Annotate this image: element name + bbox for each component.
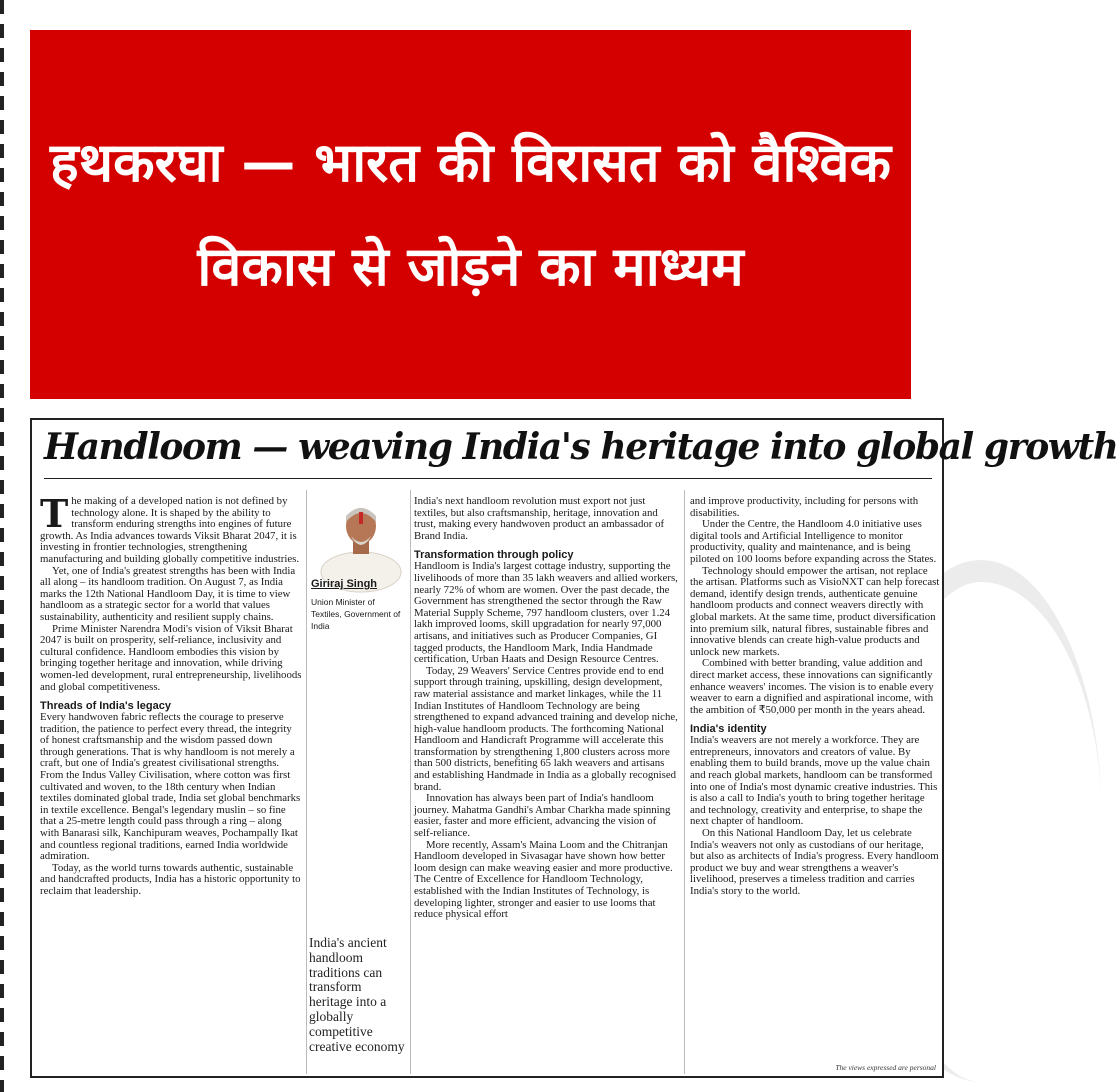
- pull-quote: India's ancient handloom traditions can transform heritage into a globally competitive creative economy: [309, 935, 405, 1054]
- paragraph: Prime Minister Narendra Modi's vision of Viksit Bharat 2047 is built on prosperity, self-reliance, inclusivity and cultural confidence. Handloom embodies this vision by bringing together heritage and innovation, while driving women-led development, rural entrepreneurship, livelihoods and global competitiveness.: [40, 622, 302, 693]
- paragraph: On this National Handloom Day, let us celebrate India's weavers not only as custodians of our heritage, but also as architects of India's progress. Every handloom product we buy and wear strengthens a weaver's livelihood, preserves a timeless tradition and carries India's story to the world.: [690, 827, 939, 897]
- article-column-4: [690, 496, 940, 898]
- title-divider: [44, 478, 932, 479]
- column-divider: [684, 490, 685, 1074]
- paragraph: The making of a developed nation is not defined by technology alone. It is shaped by the ability to transform enduring strengths into engines of future growth. As India advances towards Viksit Bharat 2047, it is investing in frontier technologies, strengthening manufacturing and building globally competitive industries.: [40, 491, 300, 565]
- author-role: Union Minister of Textiles, Government of India: [311, 597, 401, 631]
- paragraph: Technology should empower the artisan, not replace the artisan. Platforms such as VisioNXT can help forecast demand, identify design trends, authenticate genuine handloom products and connect weavers directly with global markets. At the same time, product diversification into premium silk, natural fibres, sustainable fibres and innovative blends can create high-value products and unlock new markets.: [690, 564, 940, 658]
- paragraph: India's weavers are not merely a workforce. They are entrepreneurs, innovators and creators of value. By enabling them to build brands, move up the value chain and reach global markets, handloom can be transformed into one of India's most dynamic creative industries. This is also a call to India's youth to bring together heritage and technology, creativity and enterprise, to shape the next chapter of handloom.: [690, 734, 938, 828]
- article-column-3: [414, 496, 678, 921]
- disclaimer-note: The views expressed are personal: [835, 1063, 936, 1072]
- paragraph: and improve productivity, including for persons with disabilities.: [690, 495, 919, 519]
- paragraph: Combined with better branding, value addition and direct market access, these innovations can significantly enhance weavers' incomes. The vision is to enable every weaver to earn a dignified and aspirational income, with the ambition of ₹50,000 per month in the years ahead.: [690, 657, 934, 716]
- drop-cap: T: [40, 491, 69, 536]
- author-name: Giriraj Singh: [311, 578, 378, 590]
- paragraph: Today, as the world turns towards authentic, sustainable and handcrafted products, India has a historic opportunity to reclaim that leadership.: [40, 861, 301, 897]
- article-column-1: [40, 491, 302, 898]
- section-heading: India's identity: [690, 723, 767, 736]
- paragraph: Innovation has always been part of India's handloom journey. Mahatma Gandhi's Ambar Charkha made spinning easier, faster and more efficient, advancing the vision of self-reliance.: [414, 792, 671, 840]
- paragraph: More recently, Assam's Maina Loom and the Chitranjan Handloom developed in Sivasagar have shown how better loom design can make weaving easier and more productive. The Centre of Excellence for Handloom Technology, established with the Indian Institutes of Technology, is developing lighter, stronger and easier to use looms that reduce physical effort: [414, 838, 673, 921]
- column-divider: [306, 490, 307, 1074]
- banner-title: हथकरघा — भारत की विरासत को वैश्विक विकास से जोड़ने का माध्यम: [50, 130, 891, 298]
- paragraph: Yet, one of India's greatest strengths has been with India all along – its handloom tradition. On August 7, as India marks the 12th National Handloom Day, it is time to view handloom as a strategic sector for a world that values sustainability, authenticity and resilient supply chains.: [40, 564, 296, 623]
- paragraph: Today, 29 Weavers' Service Centres provide end to end support through training, upskilling, design development, raw material assistance and market linkages, while the 11 Indian Institutes of Handloom Technology are being strengthened to expand advanced training and develop niche, high-value handloom products. The forthcoming National Handloom and Handicraft Programme will accelerate this transformation by strengthening 1,800 clusters across more than 500 districts, benefiting 65 lakh weavers and artisans and establishing Handmade in India as a globally recognised brand.: [414, 664, 678, 793]
- author-photo: [315, 498, 407, 570]
- paragraph: Under the Centre, the Handloom 4.0 initiative uses digital tools and Artificial Intelligence to monitor productivity, quality and maintenance, and is being piloted on 100 looms before expanding across the States.: [690, 518, 937, 565]
- headline-banner: [30, 30, 911, 399]
- page-edge-marks: [0, 0, 4, 1092]
- article-title: Handloom — weaving India's heritage into global growth: [44, 426, 1117, 468]
- section-heading: Transformation through policy: [414, 549, 574, 562]
- paragraph: Handloom is India's largest cottage industry, supporting the livelihoods of more than 35 lakh weavers and allied workers, nearly 72% of whom are women. Over the past decade, the Government has strengthened the sector through the Raw Material Supply Scheme, 797 handloom clusters, over 1.24 lakh improved looms, skill upgradation for nearly 97,000 artisans, and initiatives such as Producer Companies, GI tagged products, the Handloom Mark, India Handmade certification, Urban Haats and Design Resource Centres.: [414, 560, 678, 666]
- newspaper-clipping: [30, 418, 1117, 1078]
- paragraph: Every handwoven fabric reflects the courage to preserve tradition, the patience to perfect every thread, the integrity of honest craftsmanship and the wisdom passed down through generations. That is why handloom is not merely a craft, but one of India's greatest civilisational strengths. From the Indus Valley Civilisation, where cotton was first cultivated and woven, to the 18th century when Indian textiles dominated global trade, India set global benchmarks in textile excellence. Bengal's legendary muslin – so fine that a 25-metre length could pass through a ring – along with Banarasi silk, Kanchipuram weaves, Pochampally Ikat and countless regional traditions, earned India worldwide admiration.: [40, 711, 301, 863]
- paragraph: India's next handloom revolution must export not just textiles, but also craftsmanship, heritage, innovation and trust, making every handwoven product an ambassador of Brand India.: [414, 495, 665, 542]
- section-heading: Threads of India's legacy: [40, 700, 171, 713]
- column-divider: [410, 490, 411, 1074]
